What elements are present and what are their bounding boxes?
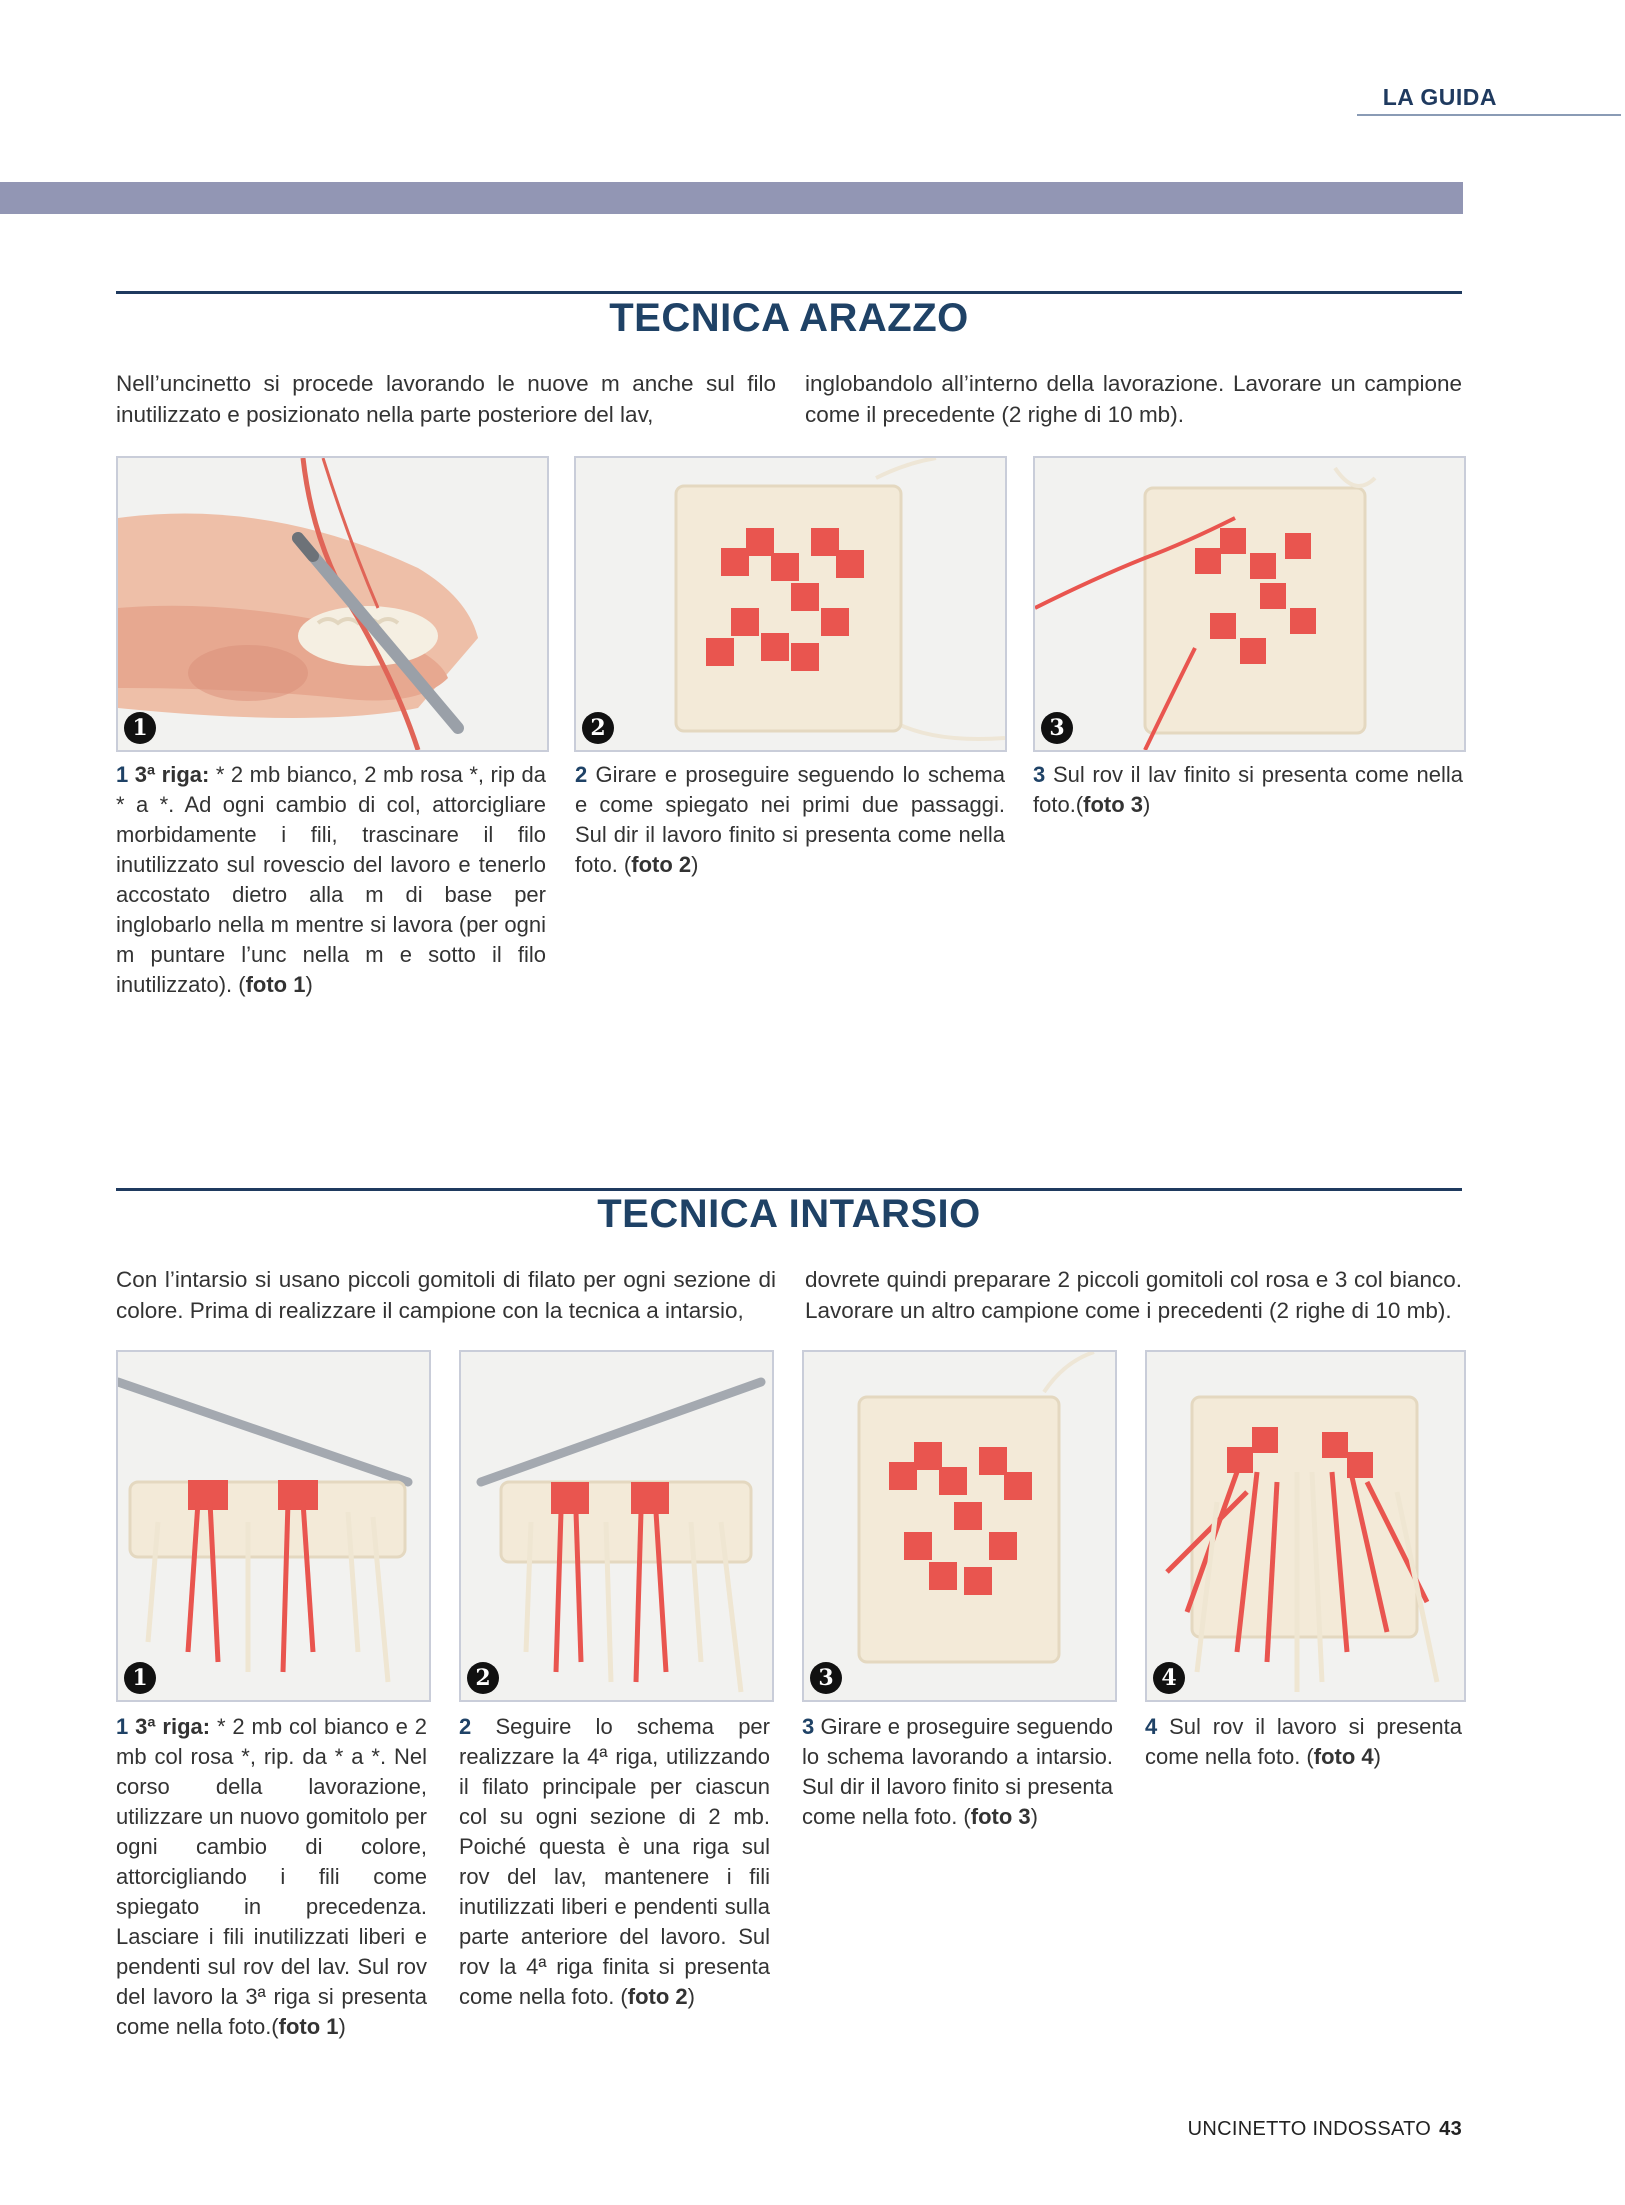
photo-badge: 3 <box>810 1662 842 1694</box>
caption-number: 2 <box>575 762 588 787</box>
arazzo-caption-2 <box>575 760 1005 880</box>
caption-number: 3 <box>1033 762 1046 787</box>
caption-photo-ref: foto 2 <box>631 852 692 877</box>
caption-end: ) <box>687 1984 695 2009</box>
intarsio-photo-4 <box>1145 1350 1466 1702</box>
caption-text: Girare e proseguire seguendo lo schema e come spiegato nei primi due passaggi. Sul dir il lavoro finito si presenta come nella foto. ( <box>575 762 1005 877</box>
caption-text: * 2 mb col bianco e 2 mb col rosa *, rip. da * a *. Nel corso della lavorazione, utilizzare un nuovo gomitolo per ogni cambio di colore, attorcigliando i fili come spiegato in precedenza. Lasciare i fili inutilizzati liberi e pendenti sul rov del lav. Sul rov del lavoro la 3ª riga si presenta come nella foto.( <box>116 1714 427 2039</box>
magazine-name: UNCINETTO INDOSSATO <box>1187 2118 1432 2140</box>
intarsio-photo-2 <box>459 1350 774 1702</box>
caption-photo-ref: foto 1 <box>278 2014 339 2039</box>
intarsio-photo-3 <box>802 1350 1117 1702</box>
caption-lead: 3ª riga: <box>135 1714 211 1739</box>
caption-photo-ref: foto 3 <box>970 1804 1031 1829</box>
caption-end: ) <box>691 852 699 877</box>
page-number: 43 <box>1439 2118 1462 2140</box>
caption-text: Girare e proseguire seguendo lo schema lavorando a intarsio. Sul dir il lavoro finito si presenta come nella foto. ( <box>802 1714 1113 1829</box>
intarsio-photo-1 <box>116 1350 431 1702</box>
caption-end: ) <box>1373 1744 1381 1769</box>
caption-photo-ref: foto 4 <box>1313 1744 1374 1769</box>
arazzo-photo-2 <box>574 456 1007 752</box>
caption-text: Sul rov il lavoro si presenta come nella foto. ( <box>1145 1714 1462 1769</box>
caption-number: 4 <box>1145 1714 1158 1739</box>
page-footer <box>1188 2118 1462 2141</box>
caption-lead: 3ª riga: <box>134 762 210 787</box>
intarsio-caption-4 <box>1145 1712 1462 1772</box>
caption-text: Sul rov il lav finito si presenta come nella foto.( <box>1033 762 1463 817</box>
caption-end: ) <box>1030 1804 1038 1829</box>
photo-badge: 3 <box>1041 712 1073 744</box>
photo-badge: 2 <box>467 1662 499 1694</box>
caption-number: 1 <box>116 1714 129 1739</box>
caption-text: * 2 mb bianco, 2 mb rosa *, rip da * a *. Ad ogni cambio di col, attorcigliare morbidamente i fili, trascinare il filo inutilizzato sul rovescio del lavoro e tenerlo accostato dietro alla m di base per inglobarlo nella m mentre si lavora (per ogni m puntare l’unc nella m e sotto il filo inutilizzato). ( <box>116 762 546 997</box>
arazzo-photo-3 <box>1033 456 1466 752</box>
caption-end: ) <box>305 972 313 997</box>
caption-photo-ref: foto 2 <box>627 1984 688 2009</box>
caption-number: 2 <box>459 1714 472 1739</box>
arazzo-caption-1 <box>116 760 546 1000</box>
caption-number: 3 <box>802 1714 815 1739</box>
caption-end: ) <box>338 2014 346 2039</box>
photo-badge: 1 <box>124 712 156 744</box>
caption-text: Seguire lo schema per realizzare la 4ª riga, utilizzando il filato principale per ciascun col su ogni sezione di 2 mb. Poiché questa è una riga sul rov del lav, mantenere i fili inutilizzati liberi e pendenti sulla parte anteriore del lavoro. Sul rov la 4ª riga finita si presenta come nella foto. ( <box>459 1714 770 2009</box>
header-band <box>0 182 1463 214</box>
intarsio-title: TECNICA INTARSIO <box>597 1192 981 1236</box>
arazzo-title: TECNICA ARAZZO <box>609 296 969 340</box>
intarsio-intro-right: dovrete quindi preparare 2 piccoli gomitoli col rosa e 3 col bianco. Lavorare un altro campione come i precedenti (2 righe di 10 mb). <box>805 1267 1462 1323</box>
caption-end: ) <box>1143 792 1151 817</box>
photo-badge: 4 <box>1153 1662 1185 1694</box>
arazzo-title-rule <box>116 291 1462 294</box>
intarsio-title-rule <box>116 1188 1462 1191</box>
section-rule <box>1357 114 1621 116</box>
caption-number: 1 <box>116 762 129 787</box>
photo-badge: 2 <box>582 712 614 744</box>
section-label: LA GUIDA <box>1382 84 1497 110</box>
intarsio-caption-1 <box>116 1712 427 2042</box>
photo-badge: 1 <box>124 1662 156 1694</box>
arazzo-intro-left: Nell’uncinetto si procede lavorando le nuove m anche sul filo inutilizzato e posizionato nella parte posteriore del lav, <box>116 371 776 427</box>
intarsio-caption-2 <box>459 1712 770 2012</box>
caption-photo-ref: foto 1 <box>245 972 306 997</box>
intarsio-caption-3 <box>802 1712 1113 1832</box>
intarsio-intro-left: Con l’intarsio si usano piccoli gomitoli di filato per ogni sezione di colore. Prima di realizzare il campione con la tecnica a intarsio, <box>116 1267 776 1323</box>
caption-photo-ref: foto 3 <box>1083 792 1144 817</box>
arazzo-photo-1 <box>116 456 549 752</box>
arazzo-caption-3 <box>1033 760 1463 820</box>
arazzo-intro-right: inglobandolo all’interno della lavorazione. Lavorare un campione come il precedente (2 righe di 10 mb). <box>805 371 1462 427</box>
